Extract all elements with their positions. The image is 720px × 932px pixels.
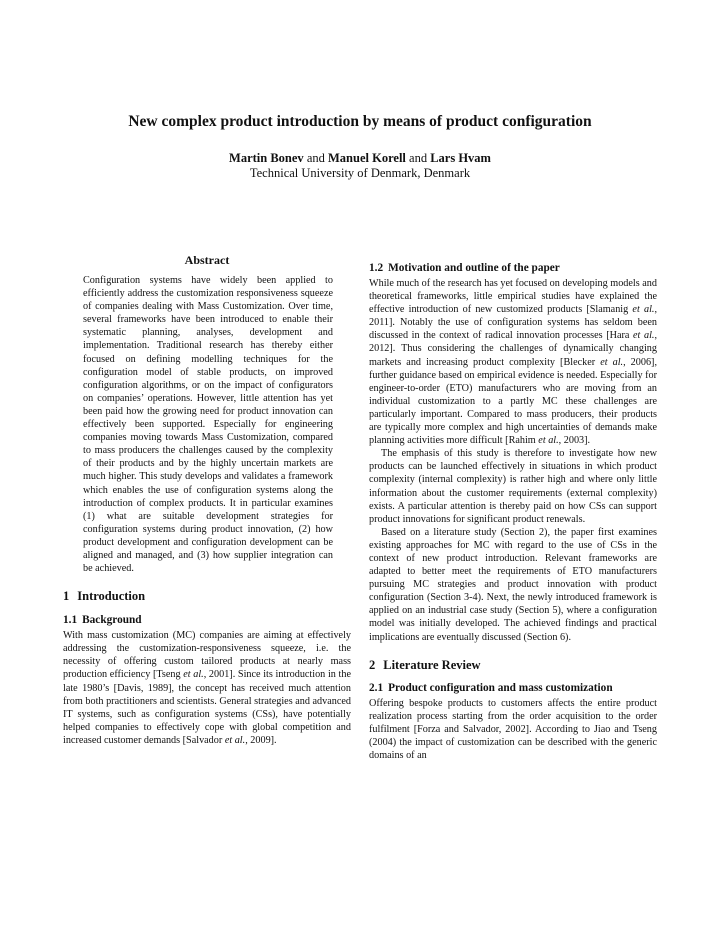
subsection-heading-motivation xyxy=(369,262,657,274)
section-number: 2 xyxy=(369,657,376,672)
subsection-title: Product configuration and mass customization xyxy=(388,681,613,694)
paragraph: The emphasis of this study is therefore to investigate how new products can be launched effectively in situations in which product complexity (internal complexity) is rather high and where only little information about the customer requirements (external complexity) exists. A particular attention is thereby paid on how CSs can support product innovations for significant product renewals. xyxy=(369,448,657,525)
citation-etal: et al. xyxy=(224,734,246,746)
text-run: , 2001]. Since its introduction in the late 1980’s [Davis, 1989], the concept has received much attention from both practitioners and scientists. General strategies and advanced IT systems, such as configuration systems (CSs), have potentially helped companies to effectively cope with global competition and increased customer demands [Salvador xyxy=(63,669,351,746)
author-join: and xyxy=(409,151,428,165)
abstract-text: Configuration systems have widely been applied to efficiently address the customization responsiveness squeeze of companies dealing with Mass Customization. Over time, several frameworks have been introduced to enable their systematic planning, analyses, development and implementation. Traditional research has thereby either focused on defining modelling techniques for the configuration model of stable products, on improved configuration algorithms, or on the impact of configurators on companies’ operations. However, little attention has yet been paid how the growing need for product innovation can effectively been supported. Especially for engineering companies moving towards Mass Customization, compared to mass producers the challenges caused by the complexity of their products and by the highly uncertain markets are much higher. This study develops and validates a framework which enables the use of configuration systems along the introduction of complex products. It in particular examines (1) what are suitable development strategies for configuration systems during product innovation, (2) how product development and configuration development can be aligned and managed, and (3) how supplier integration can be achieved. xyxy=(83,275,333,575)
text-run: While much of the research has yet focused on developing models and theoretical frameworks, little empirical studies have explained the effective introduction of new customized products [Slamanig xyxy=(369,278,657,316)
author-name: Manuel Korell xyxy=(328,151,406,165)
text-run: , 2012]. Thus considering the challenges of dynamically changing markets and increasing product complexity [Blecker xyxy=(369,330,657,368)
citation-etal: et al. xyxy=(632,304,655,316)
text-run: , 2009]. xyxy=(245,734,277,746)
subsection-number: 1.2 xyxy=(369,262,384,274)
subsection-heading-background xyxy=(63,614,351,626)
right-column xyxy=(369,262,657,762)
author-line xyxy=(60,151,660,166)
section-title: Literature Review xyxy=(383,657,481,672)
citation-etal: et al. xyxy=(600,356,624,368)
section-heading-literature-review xyxy=(369,658,657,673)
citation-etal: et al. xyxy=(538,435,559,447)
subsection-number: 2.1 xyxy=(369,681,384,694)
text-run: With mass customization (MC) companies are aiming at effectively addressing the customization-responsiveness squeeze, i.e. the necessity of offering custom tailored products at nearly mass production efficiency [Tseng xyxy=(63,630,351,681)
subsection-heading-product-configuration xyxy=(369,682,657,694)
text-run: , 2011]. Notably the use of configuration systems has seldom been discussed in the context of radical innovation processes [Hara xyxy=(369,304,657,342)
citation-etal: et al. xyxy=(633,330,655,342)
author-name: Lars Hvam xyxy=(430,151,491,165)
paragraph: Based on a literature study (Section 2), the paper first examines existing approaches for MC with regard to the use of CSs in the context of new product introduction. Relevant frameworks are adapted to better meet the requirements of ETO manufacturers pursuing MC strategies and product innovation with product configuration (Section 3-4). Next, the newly introduced framework is applied on an industrial case study (Section 5), where a configuration model was initially developed. The achieved findings and practical implications are eventually discussed (Section 6). xyxy=(369,526,657,643)
subsection-title: Background xyxy=(82,614,142,627)
author-name: Martin Bonev xyxy=(229,151,304,165)
section-heading-introduction xyxy=(63,589,351,604)
citation-etal: et al. xyxy=(183,669,204,681)
section-number: 1 xyxy=(63,589,70,604)
affiliation: Technical University of Denmark, Denmark xyxy=(249,166,471,180)
paragraph: Offering bespoke products to customers affects the entire product realization process starting from the order acquisition to the order fulfilment [Forza and Salvador, 2002]. According to Jiao and Tseng (2004) the impact of customization can be described with the generic domains of an xyxy=(369,697,657,761)
author-block xyxy=(60,151,660,181)
text-run: , 2003]. xyxy=(558,435,591,447)
abstract-heading: Abstract xyxy=(184,253,230,267)
paragraph xyxy=(369,277,657,447)
left-column xyxy=(63,253,351,747)
paper-title: New complex product introduction by means of product configuration xyxy=(128,113,592,130)
subsection-number: 1.1 xyxy=(63,614,78,627)
section-title: Introduction xyxy=(77,589,146,604)
subsection-title: Motivation and outline of the paper xyxy=(388,262,560,274)
author-join: and xyxy=(306,151,325,165)
text-run: , 2006], further guidance based on empirical evidence is needed. Especially for engineer-to-order (ETO) manufacturers who are moving from an individual customization to a partly MC these challenges are particularly important. Compared to mass producers, their products are typically more complex and high uncertainties of demands make planning activities more difficult [Rahim xyxy=(369,356,657,447)
paragraph xyxy=(63,629,351,747)
